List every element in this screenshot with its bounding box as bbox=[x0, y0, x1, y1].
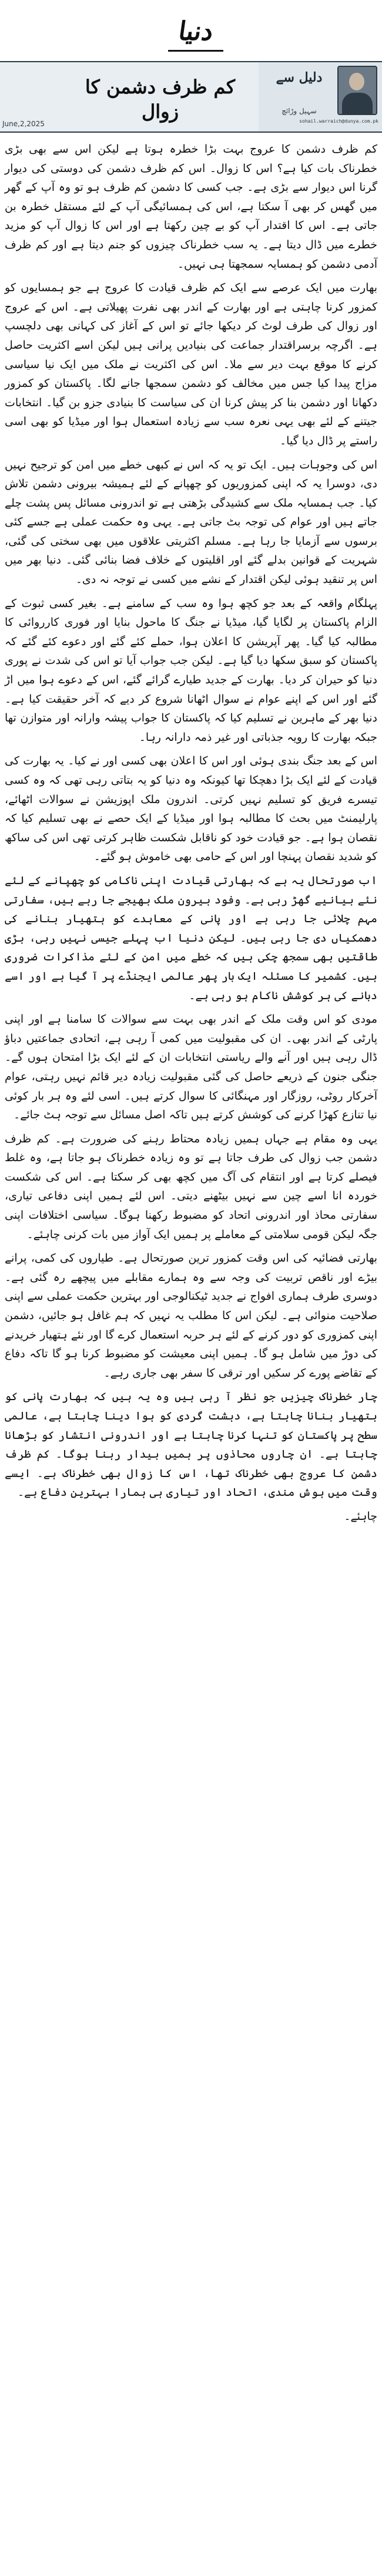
closing-line: چاہئے۔ bbox=[344, 1509, 377, 1523]
paragraph: کم ظرف دشمن کا عروج بہت بڑا خطرہ ہوتا ہے لیکن اس سے بھی بڑی خطرناک بات کیا ہے؟ اس کا زوال۔ اس کم ظرف دشمن کی دوستی کی دیوار گرنا اس دیوار سے بڑی ہے۔ جب کسی کا دشمن کم ظرف ہو تو وہ آپ کے گھر میں گھس کر بھی آ سکتا ہے، اس کی ہمسائیگی آپ کے لئے مستقل خطرہ بن جاتی ہے۔ اس کا اقتدار آپ کو بے چین رکھتا ہے اور اس کا زوال آپ کو مزید خطرے میں ڈال دیتا ہے۔ یہ سب خطرناک چیزوں کو جنم دیتا ہے اور کم ظرف آدمی دشمن کو ہمسایہ سمجھتا ہی نہیں۔ bbox=[5, 143, 377, 271]
column-name: دلیل سے bbox=[276, 70, 323, 85]
author-email[interactable]: sohail.warraich@dunya.com.pk bbox=[299, 119, 378, 124]
paragraph: چار خطرناک چیزیں جو نظر آ رہی ہیں وہ یہ ہیں کہ بھارت پانی کو ہتھیار بنانا چاہتا ہے، دہشت گردی کو ہوا دینا چاہتا ہے، عالمی سطح پر پاکستان کو تنہا کرنا چاہتا ہے اور اندرونی انتشار کو بڑھانا چاہتا ہے۔ ان چاروں محاذوں پر ہمیں بیدار رہنا ہوگا۔ کم ظرف دشمن کا عروج بھی خطرناک تھا، اس کا زوال بھی خطرناک ہے۔ ایسے وقت میں ہوش مندی، اتحاد اور تیاری ہی ہمارا بہترین دفاع ہے۔ bbox=[5, 1390, 377, 1499]
paragraph: یہی وہ مقام ہے جہاں ہمیں زیادہ محتاط رہنے کی ضرورت ہے۔ کم ظرف دشمن جب زوال کی طرف جاتا ہے تو وہ زیادہ خطرناک ہو جاتا ہے، وہ غلط فیصلے کرتا ہے اور انتقام کی آگ میں کچھ بھی کر سکتا ہے۔ اس کی شکست خوردہ انا اسے چین سے نہیں بیٹھنے دیتی۔ اس لئے ہمیں اپنی دفاعی تیاری، سفارتی محاذ اور اندرونی اتحاد کو مضبوط رکھنا ہوگا۔ سیاسی اختلافات اپنی جگہ لیکن قومی سلامتی کے معاملے پر ہمیں ایک آواز میں بات کرنی چاہئے۔ bbox=[5, 1132, 377, 1241]
paragraph: بھارتی فضائیہ کی اس وقت کمزور ترین صورتحال ہے۔ طیاروں کی کمی، پرانے بیڑے اور ناقص تربیت کی وجہ سے وہ ہمارے مقابلے میں پیچھے رہ گئی ہے۔ دوسری طرف ہماری افواج نے جدید ٹیکنالوجی اور بہترین حکمت عملی سے اپنی صلاحیت منوائی ہے۔ لیکن اس کا مطلب یہ نہیں کہ ہم غافل ہو جائیں، دشمن اپنی کمزوری کو دور کرنے کے لئے ہر حربہ استعمال کرے گا اور نئے ہتھیار خریدنے کی دوڑ میں شامل ہو گا۔ ہمیں اپنی معیشت کو مضبوط کرنا ہو گا تاکہ دفاع کے تقاضے پورے کر سکیں اور ترقی کا سفر بھی جاری رہے۔ bbox=[5, 1252, 378, 1380]
paragraph: بھارت میں ایک عرصے سے ایک کم ظرف قیادت کا عروج ہے جو ہمسایوں کو کمزور کرنا چاہتی ہے اور بھارت کے اندر بھی نفرت پھیلاتی ہے۔ اس کے عروج اور زوال کی طرف لوٹ کر دیکھا جائے تو اس کے آغاز کی کہانی بھی دلچسپ ہے۔ اگرچہ برسراقتدار جماعت کی بنیادیں پرانی ہیں لیکن اسے اکثریت حاصل کرنے کا موقع بہت دیر سے ملا۔ اس کی اکثریت نے ملک میں ایک نیا سیاسی مزاج پیدا کیا جس میں مخالف کو دشمن سمجھا جانے لگا۔ پاکستان کو کمزور دکھانا اور دشمن بنا کر پیش کرنا ان کی سیاست کا بنیادی جزو بن گیا۔ انتخابات جیتنے کے لئے بھی یہی نعرہ سب سے زیادہ استعمال ہوا اور میڈیا کو بھی اسی راستے پر ڈال دیا گیا۔ bbox=[5, 281, 377, 447]
masthead bbox=[0, 0, 382, 135]
author-box bbox=[259, 62, 382, 132]
paragraph: مودی کو اس وقت ملک کے اندر بھی بہت سے سوالات کا سامنا ہے اور اپنی پارٹی کے اندر بھی۔ ان کی مقبولیت میں کمی آ رہی ہے، اتحادی جماعتیں دباؤ ڈال رہی ہیں اور آنے والے ریاستی انتخابات ان کے لئے ایک بڑا امتحان ہوں گے۔ جنگی جنون کے ذریعے حاصل کی گئی مقبولیت زیادہ دیر قائم نہیں رہتی، عوام آخرکار روٹی، روزگار اور مہنگائی کا سوال کرتے ہیں۔ اسی لئے وہ ہر بار کوئی نیا تنازع کھڑا کرنے کی کوشش کرتے ہیں تاکہ اصل مسائل سے توجہ ہٹ جائے۔ bbox=[5, 1013, 377, 1122]
author-name: سہیل وڑائچ bbox=[282, 107, 317, 115]
headline: کم ظرف دشمن کا زوال bbox=[85, 76, 236, 123]
publish-date: June,2,2025 bbox=[2, 120, 45, 128]
author-avatar bbox=[337, 66, 377, 115]
column-header-bar bbox=[0, 61, 382, 133]
newspaper-logo bbox=[163, 5, 228, 58]
logo-text: دنیا bbox=[176, 16, 215, 46]
logo-underline bbox=[168, 50, 223, 52]
paragraph: اس کے بعد جنگ بندی ہوئی اور اس کا اعلان بھی کسی اور نے کیا۔ یہ بھارت کی قیادت کے لئے ایک بڑا دھچکا تھا کیونکہ وہ دنیا کو یہ بتاتی رہی تھی کہ وہ کسی تیسرے فریق کو تسلیم نہیں کرتی۔ اندرون ملک اپوزیشن نے سوالات اٹھائے، پارلیمنٹ میں بحث کا مطالبہ ہوا اور میڈیا کے ایک حصے نے بھی تسلیم کیا کہ نقصان ہوا ہے۔ جو قیادت خود کو ناقابل شکست ظاہر کرتی تھی اس کی ساکھ کو شدید نقصان پہنچا اور اس کے حامی بھی خاموش ہو گئے۔ bbox=[5, 754, 377, 864]
article-body bbox=[5, 140, 377, 1526]
paragraph: اب صورتحال یہ ہے کہ بھارتی قیادت اپنی ناکامی کو چھپانے کے لئے نئے بیانیے گھڑ رہی ہے۔ وفود بیرون ملک بھیجے جا رہے ہیں، سفارتی مہم چلائی جا رہی ہے اور پانی کے معاہدے کو ہتھیار بنانے کی دھمکیاں دی جا رہی ہیں۔ لیکن دنیا اب پہلے جیسی نہیں رہی، بڑی طاقتیں بھی سمجھ چکی ہیں کہ خطے میں امن کے لئے مذاکرات ضروری ہیں۔ کشمیر کا مسئلہ ایک بار پھر عالمی ایجنڈے پر آ گیا ہے اور اسے دبانے کی ہر کوشش ناکام ہو رہی ہے۔ bbox=[5, 874, 377, 1002]
paragraph: اس کی وجوہات ہیں۔ ایک تو یہ کہ اس نے کبھی خطے میں امن کو ترجیح نہیں دی، دوسرا یہ کہ اپنی کمزوریوں کو چھپانے کے لئے ہمیشہ بیرونی دشمن تلاش کیا۔ جب ہمسایہ ملک سے کشیدگی بڑھتی ہے تو اندرونی مسائل پس پشت چلے جاتے ہیں اور عوام کی توجہ بٹ جاتی ہے۔ یہی وہ حکمت عملی ہے جسے کئی برسوں سے آزمایا جا رہا ہے۔ مسلم اکثریتی علاقوں میں بھی سختی کی گئی، شہریت کے قوانین بدلے گئے اور اقلیتوں کے خلاف فضا بنائی گئی۔ دنیا بھر میں اس پر تنقید ہوئی لیکن اقتدار کے نشے میں کسی نے توجہ نہ دی۔ bbox=[5, 458, 377, 586]
paragraph: پہلگام واقعہ کے بعد جو کچھ ہوا وہ سب کے سامنے ہے۔ بغیر کسی ثبوت کے الزام پاکستان پر لگایا گیا، میڈیا نے جنگ کا ماحول بنایا اور فوری کارروائی کا مطالبہ کیا گیا۔ پھر آپریشن کا اعلان ہوا، حملے کئے گئے اور دعوے کئے گئے کہ پاکستان کو سبق سکھا دیا گیا ہے۔ لیکن جب جواب آیا تو اس کی شدت نے پوری دنیا کو حیران کر دیا۔ بھارت کے جدید طیارے گرائے گئے، اس کے دعوے ہوا میں اڑ گئے اور اس کے اپنے عوام نے سوال اٹھانا شروع کر دیے کہ آخر حقیقت کیا ہے۔ دنیا بھر کے ماہرین نے تسلیم کیا کہ پاکستان کا جواب پیشہ وارانہ اور متوازن تھا جبکہ بھارت کا رویہ جذباتی اور غیر ذمہ دارانہ رہا۔ bbox=[5, 596, 377, 744]
